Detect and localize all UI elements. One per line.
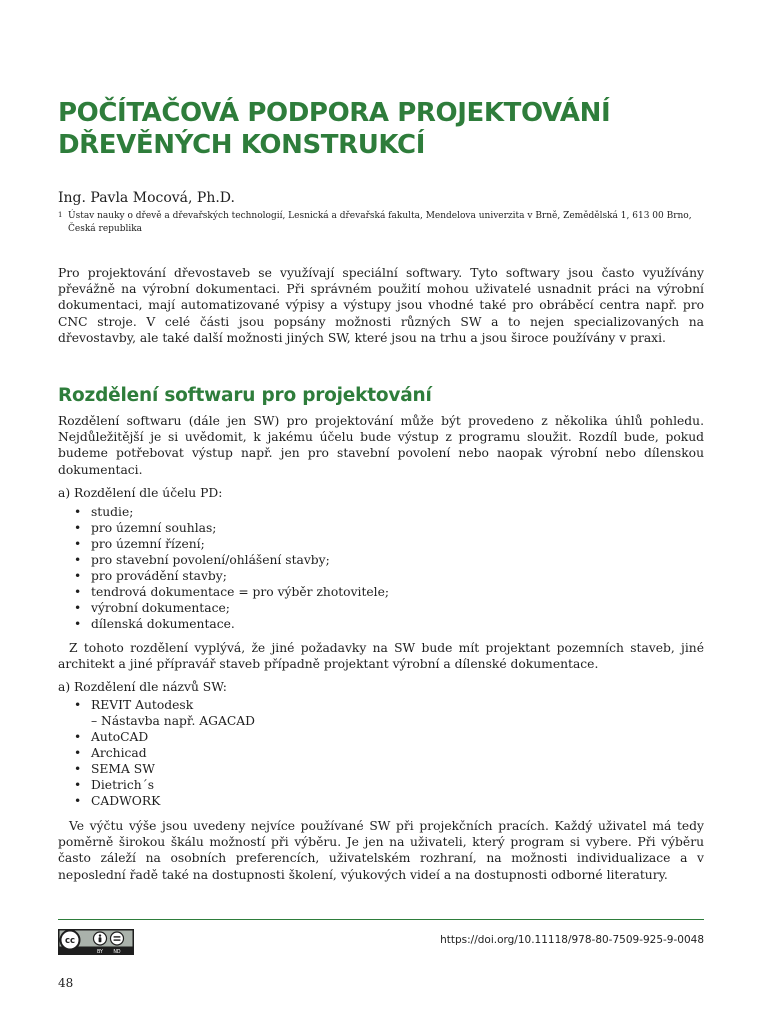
list-item: • Archicad xyxy=(74,745,255,761)
chapter-title xyxy=(58,97,718,161)
list-item: • tendrová dokumentace = pro výběr zhotovitele; xyxy=(74,584,389,600)
list-item: • Dietrich´s xyxy=(74,777,255,793)
purpose-list xyxy=(74,504,389,632)
cc-by-nd-license-badge xyxy=(58,929,134,955)
list-item: • výrobní dokumentace; xyxy=(74,600,389,616)
intro-paragraph: Pro projektování dřevostaveb se využívají speciální softwary. Tyto softwary jsou často využívány převážně na výrobní dokumentaci. Při správném použití mohou uživatelé usnadnit práci na výrobní dokumentaci, mají automatizované výpisy a výstupy jsou vhodné také pro obráběcí centra např. pro CNC stroje. V celé části jsou popsány možnosti různých SW a to nejen specializovaných na dřevostavby, ale také další možnosti jiných SW, které jsou na trhu a jsou široce používány v praxi. xyxy=(58,266,704,345)
affiliation-text: Ústav nauky o dřevě a dřevařských technologií, Lesnická a dřevařská fakulta, Mendelova univerzita v Brně, Zemědělská 1, 613 00 Brno, Česká republika xyxy=(68,211,692,234)
list-item: • SEMA SW xyxy=(74,761,255,777)
list-item: • pro provádění stavby; xyxy=(74,568,389,584)
software-list xyxy=(74,697,255,809)
attribution-person-icon xyxy=(94,932,107,945)
list1-lead: a) Rozdělení dle účelu PD: xyxy=(58,486,223,500)
list-item: • REVIT Autodesk xyxy=(74,697,255,713)
list-item: • dílenská dokumentace. xyxy=(74,616,389,632)
cc-logo-text: cc xyxy=(64,936,76,947)
page-number: 48 xyxy=(58,976,74,990)
list-item: • AutoCAD xyxy=(74,729,255,745)
doi-link[interactable]: https://doi.org/10.11118/978-80-7509-925-9-0048 xyxy=(440,934,704,946)
affiliation-marker: 1 xyxy=(58,211,63,219)
list-item: • pro územní řízení; xyxy=(74,536,389,552)
affiliation xyxy=(58,210,708,236)
section-paragraph-1: Rozdělení softwaru (dále jen SW) pro projektování může být provedeno z několika úhlů pohledu. Nejdůležitější je si uvědomit, k jakému účelu bude výstup z programu sloužit. Rozdíl bude, pokud budeme potřebovat výstup např. jen pro stavební povolení nebo naopak výrobní nebo dílenskou dokumentaci. xyxy=(58,414,704,477)
nd-label: ND xyxy=(113,950,121,955)
section-paragraph-2: Z tohoto rozdělení vyplývá, že jiné požadavky na SW bude mít projektant pozemních staveb, jiné architekt a jiné přípravář staveb případně projektant výrobní a dílenské dokumentace. xyxy=(58,641,704,672)
footer-divider xyxy=(58,919,704,920)
list-item: • pro územní souhlas; xyxy=(74,520,389,536)
list-subitem: – Nástavba např. AGACAD xyxy=(91,714,255,728)
by-label: BY xyxy=(97,950,103,955)
no-derivatives-equals-icon xyxy=(111,932,124,945)
list-item: • studie; xyxy=(74,504,389,520)
cc-logo-icon xyxy=(61,931,80,950)
list-item: • pro stavební povolení/ohlášení stavby; xyxy=(74,552,389,568)
author-name: Ing. Pavla Mocová, Ph.D. xyxy=(58,190,235,206)
list2-lead: a) Rozdělení dle názvů SW: xyxy=(58,680,227,694)
chapter-title-line-2: DŘEVĚNÝCH KONSTRUKCÍ xyxy=(58,130,425,160)
list-item: • CADWORK xyxy=(74,793,255,809)
chapter-title-line-1: POČÍTAČOVÁ PODPORA PROJEKTOVÁNÍ xyxy=(58,98,611,128)
section-heading: Rozdělení softwaru pro projektování xyxy=(58,385,432,406)
section-paragraph-3: Ve výčtu výše jsou uvedeny nejvíce používané SW při projekčních pracích. Každý uživatel má tedy poměrně širokou škálu možností při výběru. Je jen na uživateli, který program si vybere. Při výběru často záleží na osobních preferencích, uživatelském rozhraní, na možnosti individualizace a v neposlední řadě také na dostupnosti školení, výukových videí a na dostupnosti odborné literatury. xyxy=(58,819,704,882)
